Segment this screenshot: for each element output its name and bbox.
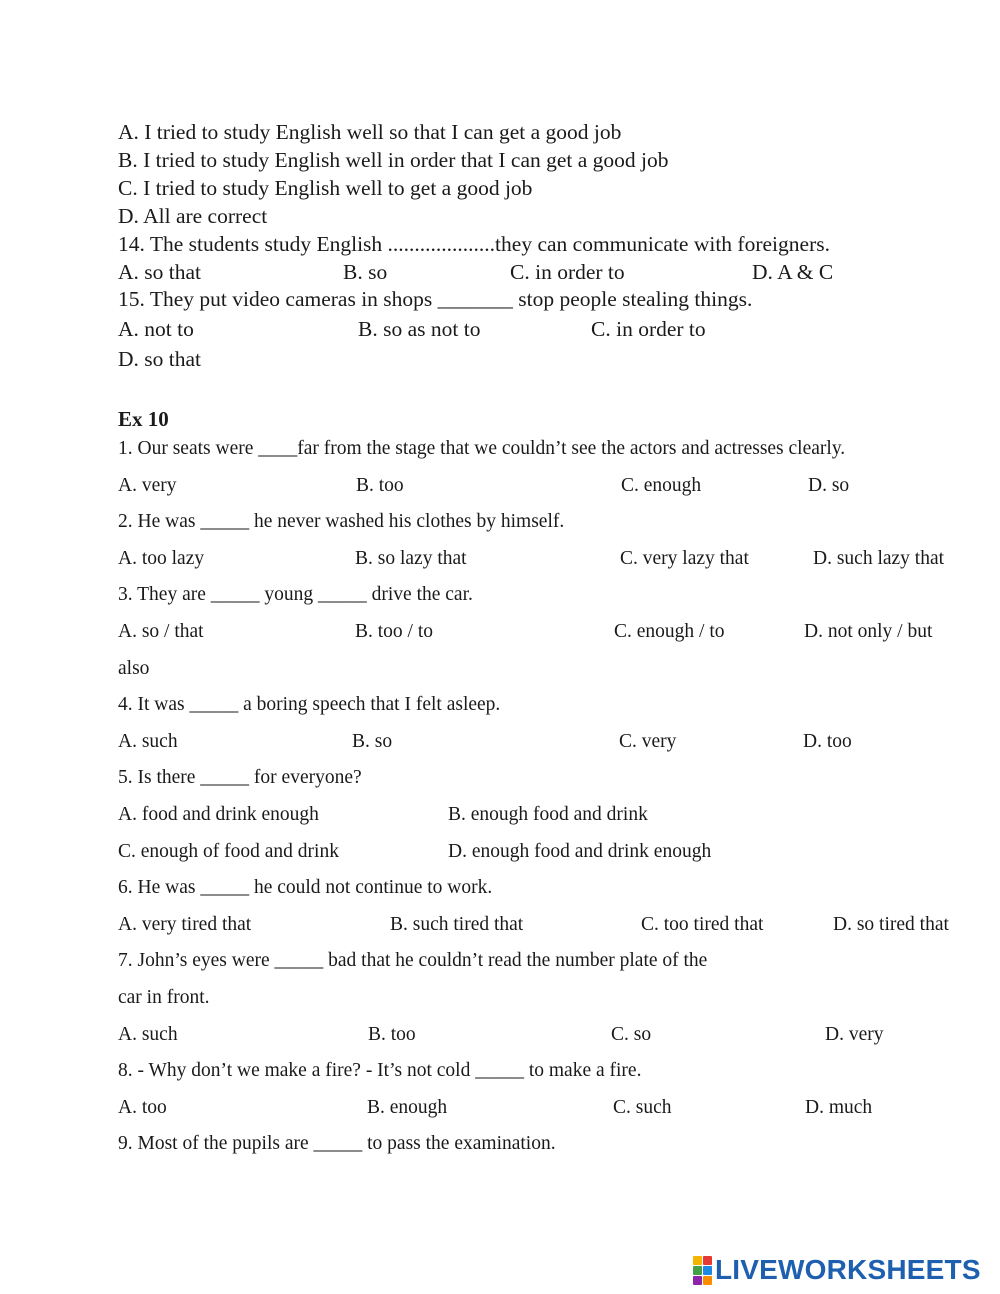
q5-question: 5. Is there _____ for everyone?: [118, 767, 362, 788]
q14-question: 14. The students study English ....................they can communicate with foreigners.: [118, 232, 830, 256]
q6-question: 6. He was _____ he could not continue to work.: [118, 877, 493, 898]
q9-question: 9. Most of the pupils are _____ to pass the examination.: [118, 1133, 556, 1154]
q15-option-a[interactable]: A. not to: [118, 317, 194, 341]
logo-mark-square: [703, 1266, 712, 1275]
q14-option-b[interactable]: B. so: [343, 260, 388, 284]
q8-option-a[interactable]: A. too: [118, 1097, 167, 1118]
q7-option-c[interactable]: C. so: [611, 1024, 652, 1045]
q8-option-c[interactable]: C. such: [613, 1097, 672, 1118]
q2-option-a[interactable]: A. too lazy: [118, 548, 205, 569]
q4-question: 4. It was _____ a boring speech that I felt asleep.: [118, 694, 501, 715]
logo-mark-square: [693, 1276, 702, 1285]
q13-option-d: D. All are correct: [118, 204, 268, 228]
q15-question: 15. They put video cameras in shops _______ stop people stealing things.: [118, 287, 753, 311]
q4-option-b[interactable]: B. so: [352, 731, 393, 752]
q7-question: 7. John’s eyes were _____ bad that he couldn’t read the number plate of the: [118, 950, 708, 971]
q4-option-c[interactable]: C. very: [619, 731, 677, 752]
q5-option-c[interactable]: C. enough of food and drink: [118, 841, 339, 862]
q13-option-c: C. I tried to study English well to get a good job: [118, 176, 533, 200]
q2-option-d[interactable]: D. such lazy that: [813, 548, 945, 569]
q6-option-a[interactable]: A. very tired that: [118, 914, 252, 935]
q8-option-d[interactable]: D. much: [805, 1097, 873, 1118]
q6-option-d[interactable]: D. so tired that: [833, 914, 949, 935]
q7-option-b[interactable]: B. too: [368, 1024, 416, 1045]
q14-option-d[interactable]: D. A & C: [752, 260, 834, 284]
q15-option-d[interactable]: D. so that: [118, 347, 202, 371]
q6-option-b[interactable]: B. such tired that: [390, 914, 524, 935]
liveworksheets-logo: [693, 1255, 981, 1285]
q4-option-a[interactable]: A. such: [118, 731, 178, 752]
logo-mark-square: [703, 1276, 712, 1285]
q2-question: 2. He was _____ he never washed his clothes by himself.: [118, 511, 565, 532]
q5-option-b[interactable]: B. enough food and drink: [448, 804, 648, 825]
q15-option-b[interactable]: B. so as not to: [358, 317, 481, 341]
q7-option-a[interactable]: A. such: [118, 1024, 178, 1045]
logo-text: LIVEWORKSHEETS: [715, 1254, 981, 1285]
logo-mark-square: [693, 1266, 702, 1275]
q15-option-c[interactable]: C. in order to: [591, 317, 706, 341]
q13-option-a: A. I tried to study English well so that I can get a good job: [118, 120, 622, 144]
q7-option-d[interactable]: D. very: [825, 1024, 884, 1045]
exercise-heading: Ex 10: [118, 407, 169, 431]
q3-question: 3. They are _____ young _____ drive the car.: [118, 584, 473, 605]
q2-option-b[interactable]: B. so lazy that: [355, 548, 467, 569]
q14-option-a[interactable]: A. so that: [118, 260, 202, 284]
q1-option-c[interactable]: C. enough: [621, 475, 702, 496]
q8-option-b[interactable]: B. enough: [367, 1097, 448, 1118]
q6-option-c[interactable]: C. too tired that: [641, 914, 764, 935]
q1-option-b[interactable]: B. too: [356, 475, 404, 496]
q1-option-a[interactable]: A. very: [118, 475, 177, 496]
q8-question: 8. - Why don’t we make a fire? - It’s not cold _____ to make a fire.: [118, 1060, 642, 1081]
q5-option-d[interactable]: D. enough food and drink enough: [448, 841, 712, 862]
logo-mark-square: [703, 1256, 712, 1265]
q14-option-c[interactable]: C. in order to: [510, 260, 625, 284]
q13-option-b: B. I tried to study English well in order that I can get a good job: [118, 148, 669, 172]
q1-option-d[interactable]: D. so: [808, 475, 850, 496]
q3-option-b[interactable]: B. too / to: [355, 621, 434, 642]
q5-option-a[interactable]: A. food and drink enough: [118, 804, 319, 825]
logo-mark-square: [693, 1256, 702, 1265]
q1-question: 1. Our seats were ____far from the stage that we couldn’t see the actors and actresses clearly.: [118, 438, 846, 459]
q7-question-wrap: car in front.: [118, 987, 210, 1008]
q3-option-d-wrap: also: [118, 658, 150, 679]
liveworksheets-logo-icon: [693, 1256, 712, 1285]
q3-option-d[interactable]: D. not only / but: [804, 621, 933, 642]
q3-option-a[interactable]: A. so / that: [118, 621, 204, 642]
q4-option-d[interactable]: D. too: [803, 731, 852, 752]
q3-option-c[interactable]: C. enough / to: [614, 621, 725, 642]
q2-option-c[interactable]: C. very lazy that: [620, 548, 749, 569]
